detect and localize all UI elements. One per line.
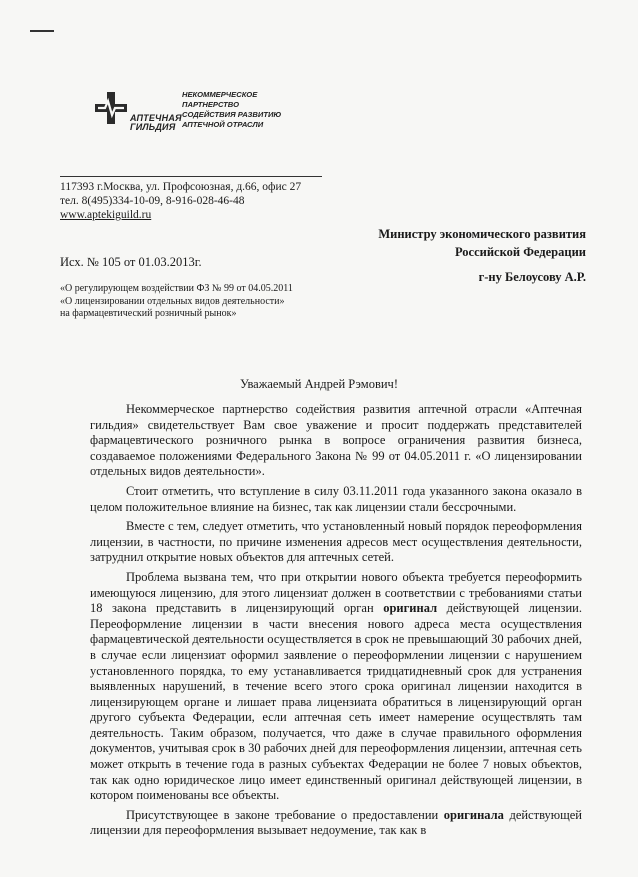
logo-description — [182, 90, 281, 130]
body-paragraph — [90, 570, 582, 804]
logo-name-line2: ГИЛЬДИЯ — [130, 122, 176, 132]
website-link[interactable]: www.aptekiguild.ru — [60, 209, 152, 221]
body-paragraph — [90, 808, 582, 839]
letter-subject — [60, 283, 293, 321]
logo-desc-line: ПАРТНЕРСТВО — [182, 100, 240, 109]
subject-line: «О лицензировании отдельных видов деятельности» — [60, 295, 285, 307]
phone: тел. 8(495)334-10-09, 8-916-028-46-48 — [60, 195, 245, 207]
logo-desc-line: СОДЕЙСТВИЯ РАЗВИТИЮ — [182, 110, 282, 119]
pharmacy-cross-logo-icon — [93, 90, 129, 126]
address: 117393 г.Москва, ул. Профсоюзная, д.66, офис 27 — [60, 181, 302, 193]
subject-line: на фармацевтический розничный рынок» — [60, 308, 237, 319]
logo-name — [130, 114, 182, 132]
logo-desc-line: АПТЕЧНОЙ ОТРАСЛИ — [182, 120, 264, 129]
bold-text: оригинала — [443, 807, 504, 822]
addressee-line: Министру экономического развития — [378, 227, 586, 241]
body-paragraph: Стоит отметить, что вступление в силу 03.11.2011 года указанного закона оказало в целом положительное влияние на бизнес, так как лицензии стали бессрочными. — [90, 483, 582, 514]
letter-body — [90, 402, 582, 843]
outgoing-number: Исх. № 105 от 01.03.2013г. — [60, 255, 202, 269]
greeting: Уважаемый Андрей Рэмович! — [240, 377, 398, 391]
body-paragraph: Вместе с тем, следует отметить, что установленный новый порядок переоформления лицензии, в частности, по причине изменения адресов мест осуществления деятельности, затруднил открытие новых объектов для аптечных сетей. — [90, 519, 582, 565]
addressee — [378, 225, 586, 261]
bold-text: оригинал — [383, 601, 438, 616]
corner-mark — [30, 30, 54, 32]
text-run: действующей лицензии для переоформления вызывает недоумение, так как в — [90, 807, 582, 838]
text-run: Присутствующее в законе требование о предоставлении — [126, 807, 444, 822]
recipient-person: г-ну Белоусову А.Р. — [478, 270, 586, 284]
logo-desc-line: НЕКОММЕРЧЕСКОЕ — [182, 90, 258, 99]
body-paragraph: Некоммерческое партнерство содействия развития аптечной отрасли «Аптечная гильдия» свидетельствует Вам свое уважение и просит поддержать представителей фармацевтического розничного рынка в вопросе ограничения развития бизнеса, создаваемое положениями Федерального Закона № 99 от 04.05.2011 г. «О лицензировании отдельных видов деятельности». — [90, 402, 582, 479]
contact-block — [60, 176, 322, 222]
logo-name-line1: АПТЕЧНАЯ — [130, 113, 182, 123]
subject-line: «О регулирующем воздействии ФЗ № 99 от 04.05.2011 — [60, 283, 293, 294]
addressee-line: Российской Федерации — [454, 245, 586, 259]
text-run: действующей лицензии. Переоформление лицензии в части внесения нового адреса места осуществления фармацевтической деятельности осуществляется в срок не превышающий 30 рабочих дней, в случае если лицензиат оформил заявление о переоформлении лицензии с нарушением установленного порядка, то ему устанавливается тридцатидневный срок для устранения выявленных нарушений, в течение всего этого срока оригинал лицензии находится в лицензирующем органе и лишает права лицензиата обратиться в лицензирующий орган другого субъекта Федерации, если аптечная сеть имеет намерение осуществлять там деятельность. Таким образом, получается, что даже в случае правильного оформления документов, учитывая срок в 30 рабочих дней для переоформления лицензии, аптечная сеть может открыть в течение года в разных субъектах Федерации не более 7 новых объектов, так как одно юридическое лицо имеет единственный оригинал действующей лицензии, в котором поименованы все объекты. — [90, 601, 582, 803]
text-run: Проблема вызвана тем, что при открытии нового объекта требуется переоформить имеющуюся лицензию, для этого лицензиат должен в соответствии с требованиями статьи 18 закона представить в лицензирующий орган — [90, 569, 582, 616]
